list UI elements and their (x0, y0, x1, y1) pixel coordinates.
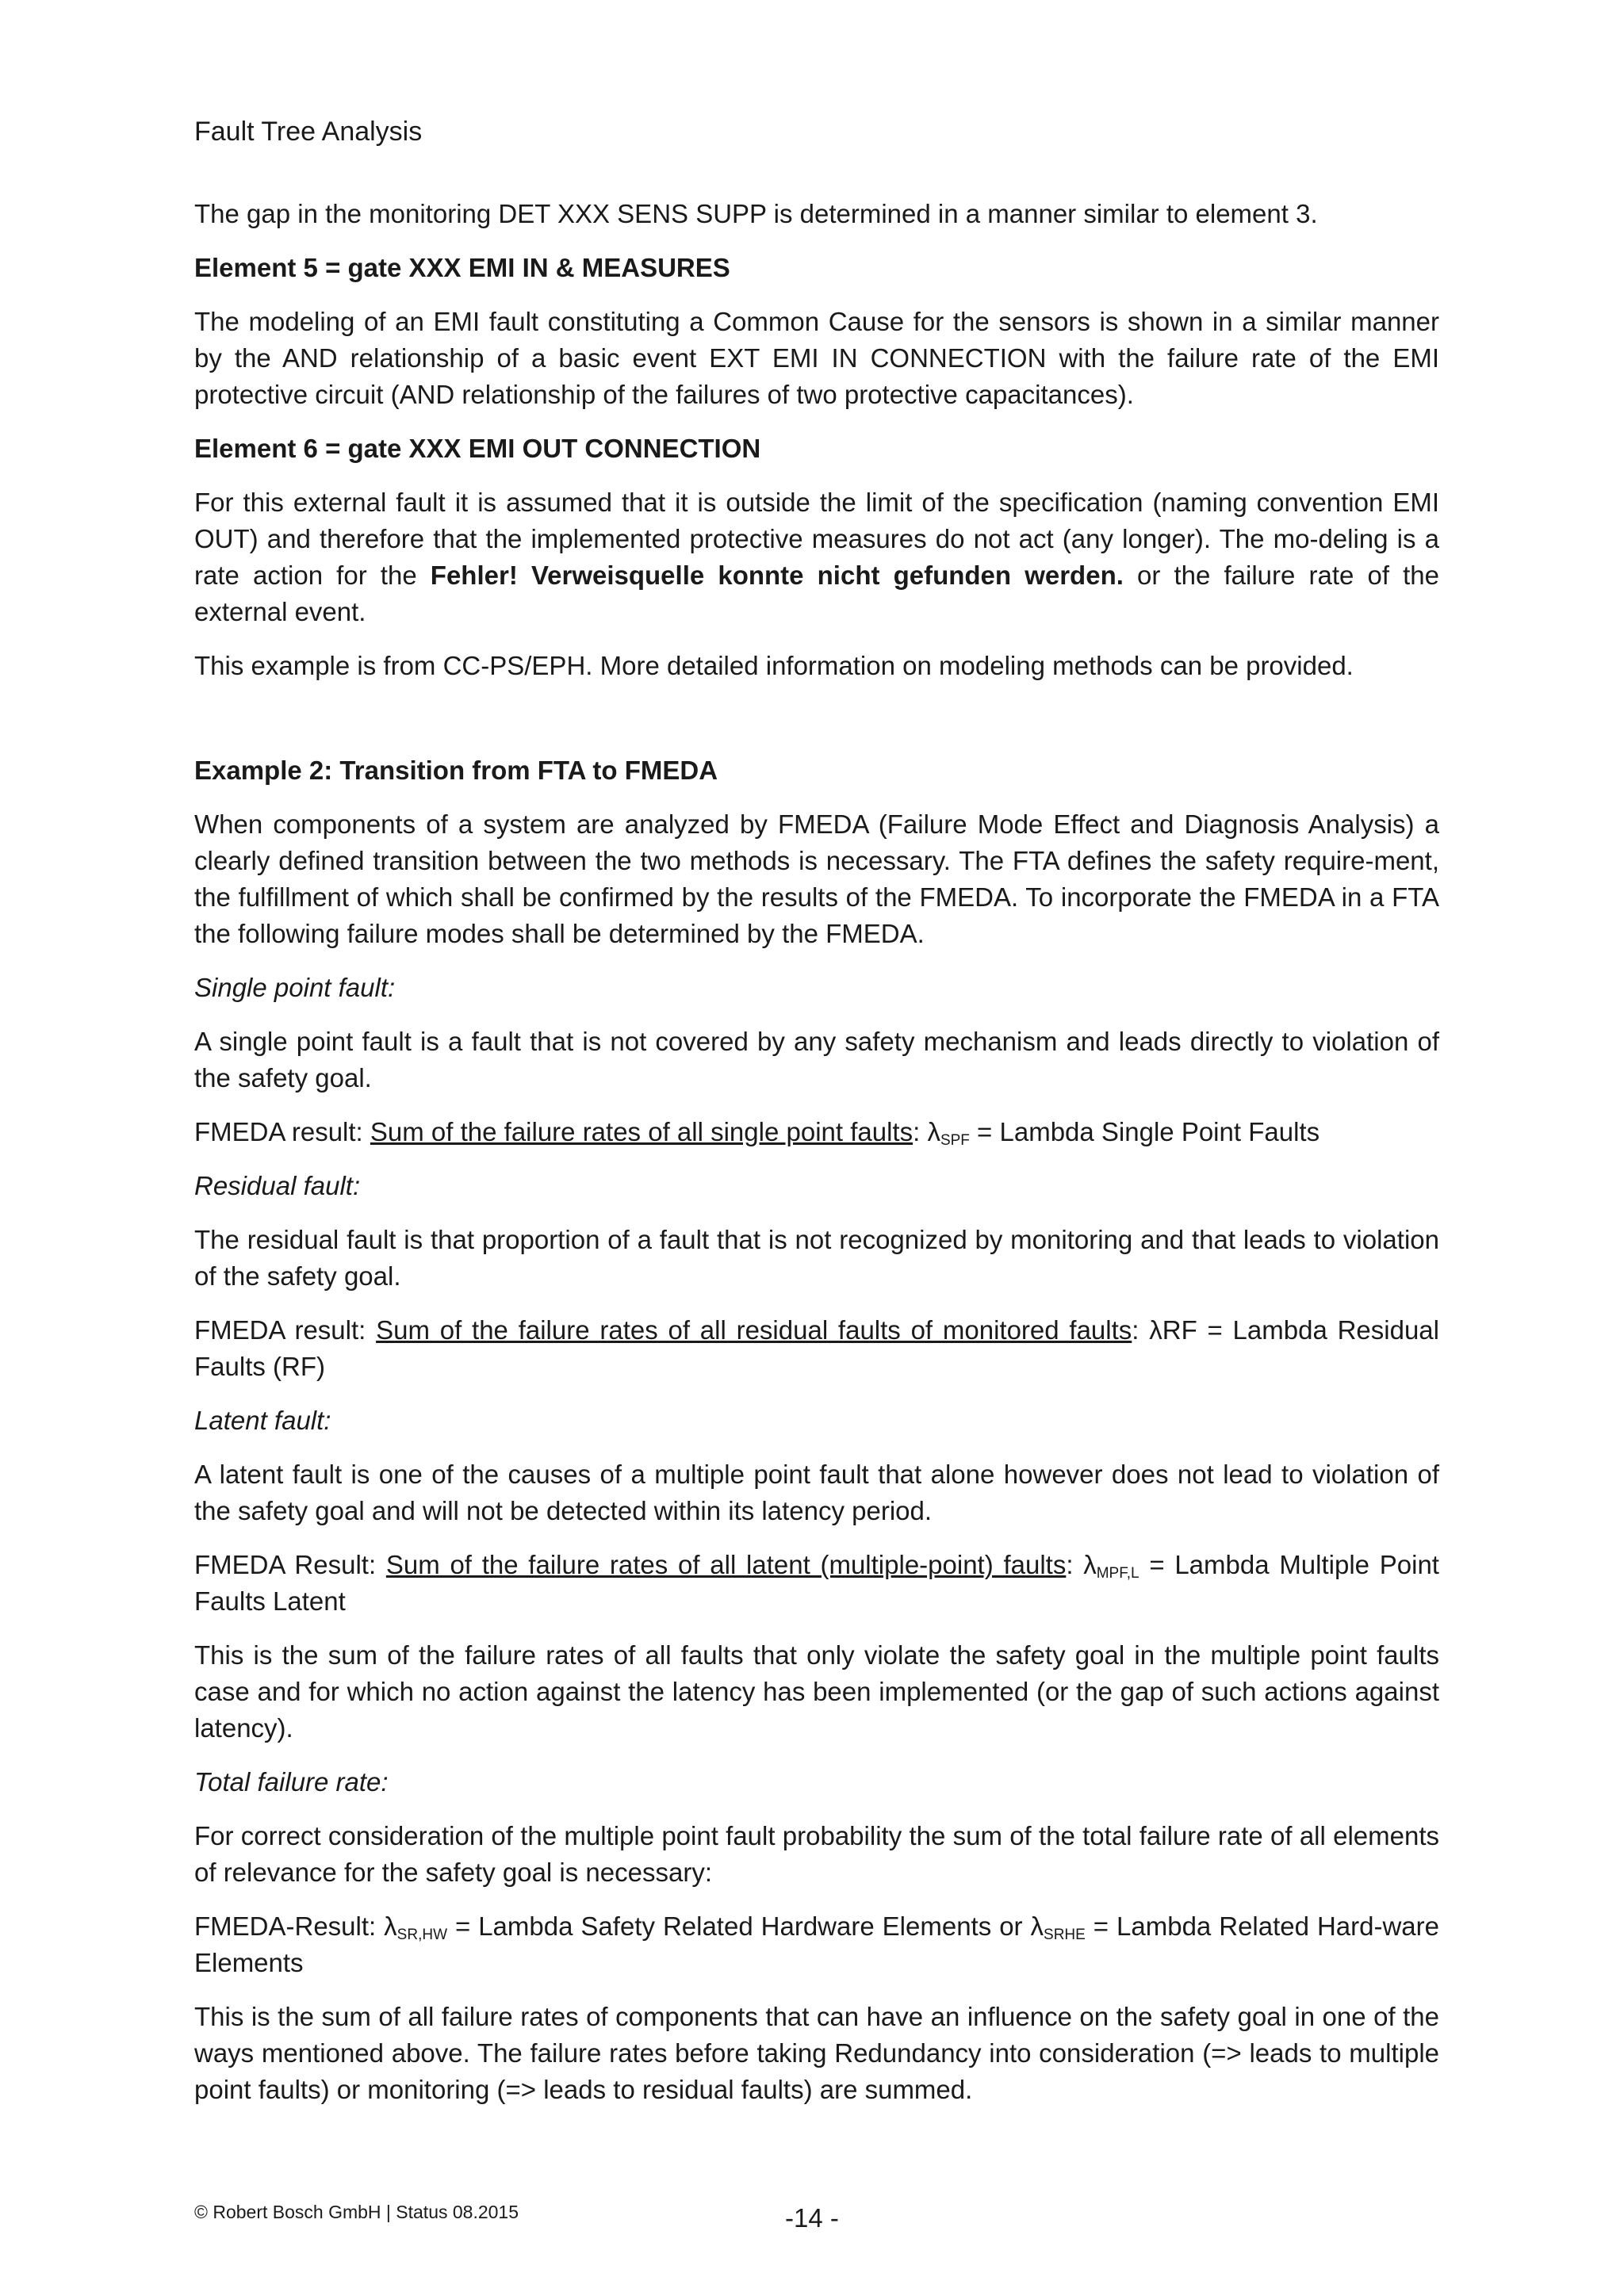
paragraph: When components of a system are analyzed by FMEDA (Failure Mode Effect and Diagnosis Analysis) a clearly defined transition between the two methods is necessary. The FTA defines the safety require-ment, the fulfillment of which shall be confirmed by the results of the FMEDA. To incorporate the FMEDA in a FTA the following failure modes shall be determined by the FMEDA. (194, 809, 1439, 948)
text-run: : (1132, 1315, 1150, 1345)
text-run: FMEDA-Result: (194, 1911, 385, 1941)
text-run: For this external fault it is assumed that it is outside the limit of the specification (naming convention EMI OUT) and therefore that the implemented protective measures do not act (any longer). The mo-deling is a rate action for the (194, 488, 1439, 590)
subheading-residual-fault: Residual fault: (194, 1171, 361, 1200)
footer-copyright: © Robert Bosch GmbH | Status 08.2015 (194, 2202, 519, 2222)
subscript: SPF (940, 1132, 970, 1149)
lambda-symbol: λ (384, 1911, 397, 1941)
lambda-symbol: λ (1030, 1911, 1044, 1941)
underlined-text: Sum of the failure rates of all latent (multiple-point) faults (385, 1550, 1067, 1579)
fmeda-result-line (194, 1908, 1439, 1981)
fmeda-result-line (194, 1114, 1439, 1150)
paragraph: This is the sum of all failure rates of components that can have an influence on the safety goal in one of the ways mentioned above. The failure rates before taking Redundancy into consideration (=> leads to multiple point faults) or monitoring (=> leads to residual faults) are summed. (194, 2002, 1439, 2104)
error-reference-text: Fehler! Verweisquelle konnte nicht gefunden werden. (430, 561, 1124, 590)
document-body (194, 196, 1439, 2126)
fmeda-result-line (194, 1547, 1439, 1620)
subscript: SR,HW (396, 1927, 447, 1943)
text-run: λRF = Lambda Residual Faults (RF) (194, 1315, 1439, 1381)
paragraph: For correct consideration of the multiple point fault probability the sum of the total failure rate of all elements of relevance for the safety goal is necessary: (194, 1821, 1439, 1887)
subheading-latent-fault: Latent fault: (194, 1406, 331, 1435)
spacer (194, 702, 1439, 752)
paragraph: The residual fault is that proportion of a fault that is not recognized by monitoring and that leads to violation of the safety goal. (194, 1225, 1439, 1291)
section-heading-element-6: Element 6 = gate XXX EMI OUT CONNECTION (194, 434, 761, 463)
text-run: = Lambda Single Point Faults (969, 1117, 1320, 1146)
paragraph: The modeling of an EMI fault constituting a Common Cause for the sensors is shown in a similar manner by the AND relationship of a basic event EXT EMI IN CONNECTION with the failure rate of the EMI protective circuit (AND relationship of the failures of two protective capacitances). (194, 307, 1439, 409)
text-run: = Lambda Safety Related Hardware Elements or (447, 1911, 1031, 1941)
paragraph: This example is from CC-PS/EPH. More detailed information on modeling methods can be provided. (194, 651, 1354, 680)
underlined-text: Sum of the failure rates of all single point faults (370, 1117, 914, 1146)
text-run: : (1066, 1550, 1084, 1579)
text-run: FMEDA result: (194, 1315, 377, 1345)
subscript: MPF,L (1096, 1565, 1139, 1582)
lambda-symbol: λ (1083, 1550, 1097, 1579)
text-run: or the failure rate of the external event. (194, 561, 1439, 626)
text-run: : (913, 1117, 928, 1146)
paragraph: This is the sum of the failure rates of all faults that only violate the safety goal in the multiple point faults case and for which no action against the latency has been implemented (or the gap of such actions against latency). (194, 1640, 1439, 1743)
text-run: FMEDA Result: (194, 1550, 386, 1579)
subscript: SRHE (1044, 1927, 1086, 1943)
subheading-total-failure-rate: Total failure rate: (194, 1767, 389, 1797)
paragraph (194, 484, 1439, 630)
page-header-title: Fault Tree Analysis (194, 117, 423, 147)
text-run: FMEDA result: (194, 1117, 370, 1146)
underlined-text: Sum of the failure rates of all residual faults of monitored faults (376, 1315, 1132, 1345)
section-heading-element-5: Element 5 = gate XXX EMI IN & MEASURES (194, 253, 730, 282)
text-run: = Lambda Multiple Point Faults Latent (194, 1550, 1439, 1616)
fmeda-result-line (194, 1312, 1439, 1385)
footer-page-number: -14 - (785, 2203, 839, 2233)
lambda-symbol: λ (927, 1117, 940, 1146)
paragraph: A latent fault is one of the causes of a multiple point fault that alone however does not lead to violation of the safety goal and will not be detected within its latency period. (194, 1460, 1439, 1525)
section-heading-example-2: Example 2: Transition from FTA to FMEDA (194, 756, 718, 785)
subheading-single-point-fault: Single point fault: (194, 973, 396, 1002)
paragraph: The gap in the monitoring DET XXX SENS SUPP is determined in a manner similar to element 3. (194, 199, 1318, 228)
paragraph: A single point fault is a fault that is not covered by any safety mechanism and leads directly to violation of the safety goal. (194, 1027, 1439, 1093)
text-run: = Lambda Related Hard-ware Elements (194, 1911, 1439, 1977)
